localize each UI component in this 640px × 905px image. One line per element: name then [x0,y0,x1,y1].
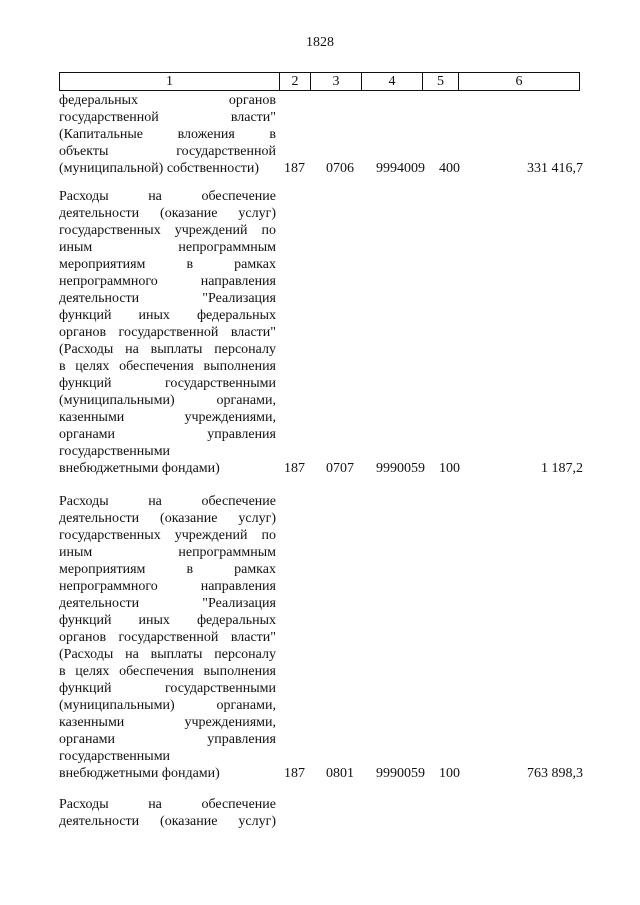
description-line: объекты государственной [59,144,276,159]
column-header-row [60,73,580,91]
cell-target-article: 9990059 [376,461,425,476]
cell-expense-type: 400 [439,161,460,176]
description-line: функций иных федеральных [59,613,276,628]
cell-expense-type: 100 [439,461,460,476]
description-line: функций государственными [59,376,276,391]
description-line: в целях обеспечения выполнения [59,664,276,679]
cell-amount: 763 898,3 [527,766,583,781]
cell-amount: 1 187,2 [541,461,583,476]
description-line: государственными [59,444,171,459]
description-line: деятельности "Реализация [59,291,276,306]
description-line: казенными учреждениями, [59,410,276,425]
cell-ministry-code: 187 [284,161,305,176]
column-header-5: 5 [423,73,459,91]
cell-target-article: 9994009 [376,161,425,176]
description-line: внебюджетными фондами) [59,766,220,781]
description-line: функций государственными [59,681,276,696]
row-description [59,493,276,782]
column-header-table [59,72,580,91]
description-line: иным непрограммным [59,240,276,255]
description-line: Расходы на обеспечение [59,797,276,812]
column-header-3: 3 [311,73,362,91]
description-line: казенными учреждениями, [59,715,276,730]
cell-ministry-code: 187 [284,766,305,781]
column-header-6: 6 [459,73,580,91]
cell-amount: 331 416,7 [527,161,583,176]
description-line: непрограммного направления [59,579,276,594]
row-description [59,796,276,830]
cell-target-article: 9990059 [376,766,425,781]
cell-expense-type: 100 [439,766,460,781]
cell-section-code: 0706 [326,161,354,176]
cell-section-code: 0801 [326,766,354,781]
description-line: Расходы на обеспечение [59,494,276,509]
description-line: (муниципальными) органами, [59,698,276,713]
description-line: деятельности (оказание услуг) [59,814,276,829]
description-line: мероприятиям в рамках [59,257,276,272]
row-description [59,92,276,177]
description-line: мероприятиям в рамках [59,562,276,577]
description-line: иным непрограммным [59,545,276,560]
description-line: деятельности (оказание услуг) [59,511,276,526]
description-line: государственных учреждений по [59,528,276,543]
description-line: деятельности "Реализация [59,596,276,611]
column-header-2: 2 [280,73,311,91]
description-line: функций иных федеральных [59,308,276,323]
description-line: органами управления [59,427,276,442]
row-description [59,188,276,477]
description-line: органов государственной власти" [59,325,276,340]
cell-section-code: 0707 [326,461,354,476]
description-line: (Капитальные вложения в [59,127,276,142]
description-line: федеральных органов [59,93,276,108]
page-number: 1828 [306,35,334,50]
description-line: государственными [59,749,171,764]
description-line: (Расходы на выплаты персоналу [59,647,276,662]
column-header-1: 1 [60,73,280,91]
description-line: (муниципальными) органами, [59,393,276,408]
description-line: (Расходы на выплаты персоналу [59,342,276,357]
description-line: государственной власти" [59,110,276,125]
description-line: непрограммного направления [59,274,276,289]
description-line: в целях обеспечения выполнения [59,359,276,374]
description-line: внебюджетными фондами) [59,461,220,476]
cell-ministry-code: 187 [284,461,305,476]
description-line: государственных учреждений по [59,223,276,238]
description-line: (муниципальной) собственности) [59,161,260,176]
column-header-4: 4 [362,73,423,91]
description-line: деятельности (оказание услуг) [59,206,276,221]
description-line: Расходы на обеспечение [59,189,276,204]
description-line: органов государственной власти" [59,630,276,645]
description-line: органами управления [59,732,276,747]
